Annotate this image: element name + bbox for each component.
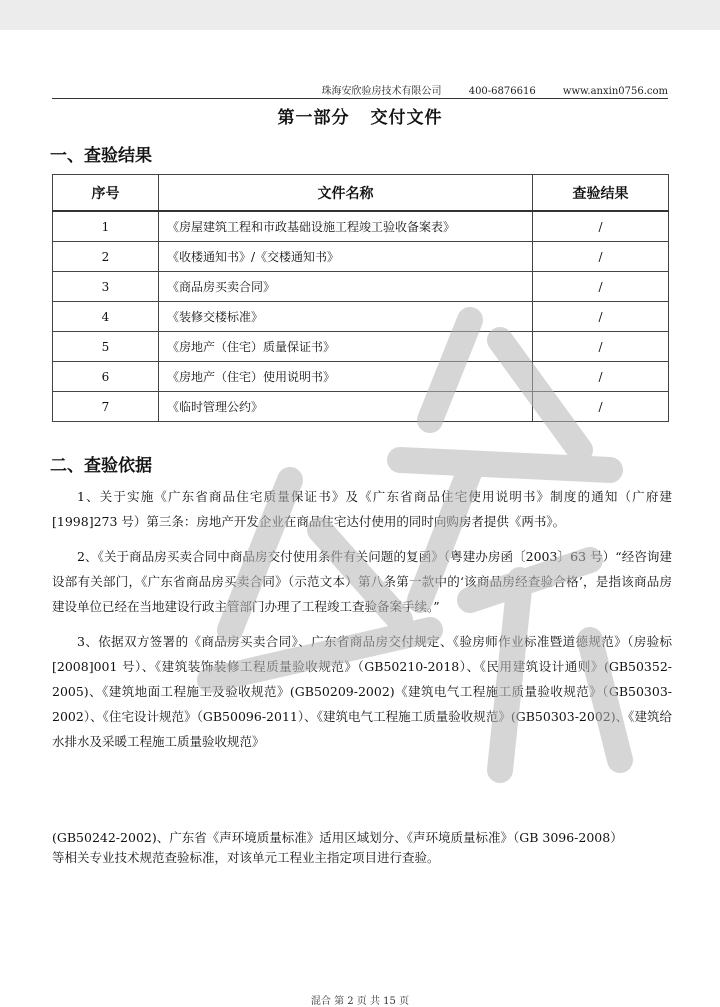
column-header-number: 序号 xyxy=(53,175,159,212)
column-header-document-name: 文件名称 xyxy=(159,175,533,212)
row-number: 3 xyxy=(53,272,159,302)
part-title: 第一部分 交付文件 xyxy=(277,108,443,128)
table-row xyxy=(53,332,669,362)
table-row xyxy=(53,302,669,332)
page-footer: 混合 第 2 页 共 15 页 xyxy=(310,996,410,1007)
tail-line-2: 等相关专业技术规范查验标准，对该单元工程业主指定项目进行查验。 xyxy=(52,850,440,865)
row-number: 1 xyxy=(53,211,159,242)
check-result: / xyxy=(533,332,669,362)
check-result: / xyxy=(533,272,669,302)
inspection-result-table xyxy=(52,174,669,422)
header-website: www.anxin0756.com xyxy=(562,86,668,97)
table-row xyxy=(53,211,669,242)
row-number: 7 xyxy=(53,392,159,422)
document-name: 《房地产（住宅）使用说明书》 xyxy=(159,362,533,392)
table-row xyxy=(53,242,669,272)
basis-paragraph-1: 1、关于实施《广东省商品住宅质量保证书》及《广东省商品住宅使用说明书》制度的通知（广府建[1998]273 号）第三条：房地产开发企业在商品住宅达付使用的同时向购房者提供《两书》。 xyxy=(52,489,672,529)
basis-paragraph-3: 3、依据双方签署的《商品房买卖合同》、广东省商品房交付规定、《验房师作业标准暨道德规范》（房验标[2008]001 号）、《建筑装饰装修工程质量验收规范》（GB50210-2018）、《民用建筑设计通则》(GB50352-2005)、《建筑地面工程施工及验收规范》(GB50209-2002)《建筑电气工程施工质量验收规范》（GB50303-2002）、《住宅设计规范》（GB50096-2011）、《建筑电气工程施工质量验收规范》(GB50303-2002)、《建筑给水排水及采暖工程施工质量验收规范》 xyxy=(52,634,672,749)
document-name: 《房地产（住宅）质量保证书》 xyxy=(159,332,533,362)
document-name: 《收楼通知书》/《交楼通知书》 xyxy=(159,242,533,272)
check-result: / xyxy=(533,392,669,422)
document-name: 《房屋建筑工程和市政基础设施工程竣工验收备案表》 xyxy=(159,211,533,242)
basis-paragraphs xyxy=(52,484,672,764)
header-company: 珠海安欣验房技术有限公司 xyxy=(321,86,442,97)
check-result: / xyxy=(533,362,669,392)
row-number: 5 xyxy=(53,332,159,362)
check-result: / xyxy=(533,211,669,242)
section1-title: 一、查验结果 xyxy=(50,146,152,166)
header-phone: 400-6876616 xyxy=(468,86,536,97)
document-name: 《商品房买卖合同》 xyxy=(159,272,533,302)
table-row xyxy=(53,362,669,392)
row-number: 4 xyxy=(53,302,159,332)
document-name: 《装修交楼标准》 xyxy=(159,302,533,332)
table-row xyxy=(53,272,669,302)
basis-paragraph-2: 2、《关于商品房买卖合同中商品房交付使用条件有关问题的复函》（粤建办房函〔2003〕63 号）“经咨询建设部有关部门，《广东省商品房买卖合同》（示范文本）第八条第一款中的‘该商品房经查验合格’，是指该商品房建设单位已经在当地建设行政主管部门办理了工程竣工查验备案手续。” xyxy=(52,549,672,614)
page-header xyxy=(52,82,668,99)
row-number: 6 xyxy=(53,362,159,392)
table-row xyxy=(53,392,669,422)
basis-paragraph-3-continuation xyxy=(52,828,672,868)
top-bar xyxy=(0,0,720,30)
document-name: 《临时管理公约》 xyxy=(159,392,533,422)
row-number: 2 xyxy=(53,242,159,272)
section2-title: 二、查验依据 xyxy=(50,456,152,476)
table-header-row xyxy=(53,175,669,212)
check-result: / xyxy=(533,242,669,272)
tail-line-1: (GB50242-2002)、广东省《声环境质量标准》适用区域划分、《声环境质量标准》（GB 3096-2008） xyxy=(52,830,623,845)
check-result: / xyxy=(533,302,669,332)
column-header-result: 查验结果 xyxy=(533,175,669,212)
